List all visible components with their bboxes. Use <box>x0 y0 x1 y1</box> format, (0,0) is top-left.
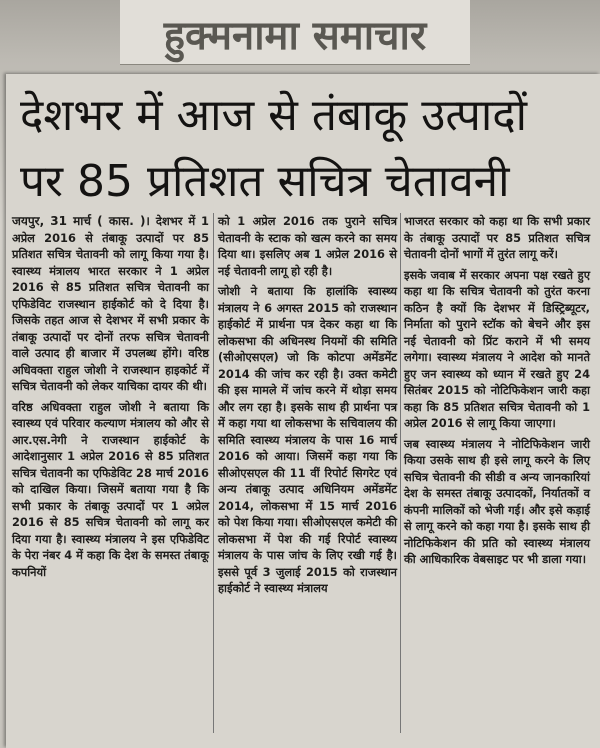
article-paragraph: जोशी ने बताया कि हालांकि स्वास्थ्य मंत्रालय ने 6 अगस्त 2015 को राजस्थान हाईकोर्ट में प्रार्थना पत्र देकर कहा था कि लोकसभा की अधिनस्थ नियमों की समिति (सीओएसएल) जो कि कोटपा अमेंडमेंट 2014 की जांच कर रही है। उक्त कमेटी की इस मामले में जांच करने में थोड़ा समय और लग रहा है। इसके साथ ही प्रार्थना पत्र में कहा गया था लोकसभा के सचिवालय की समिति स्वास्थ्य मंत्रालय के पास 16 मार्च 2016 को आया। जिसमें कहा गया कि सीओएसएल की 11 वीं रिपोर्ट सिगरेट एवं अन्य तंबाकू उत्पाद अधिनियम अमेंडमेंट 2014, लोकसभा में 15 मार्च 2016 को पेश किया गया। सीओएसएल कमेटी की लोकसभा में पेश की गई रिपोर्ट स्वास्थ्य मंत्रालय के पास जांच के लिए रखी गई है। इससे पूर्व 3 जुलाई 2015 को राजस्थान हाईकोर्ट ने स्वास्थ्य मंत्रालय <box>218 284 397 595</box>
article-column-3 <box>404 213 590 572</box>
column-divider <box>213 213 214 733</box>
column-divider <box>400 213 401 733</box>
article-paragraph: इसके जवाब में सरकार अपना पक्ष रखते हुए कहा था कि सचित्र चेतावनी को तुरंत करना कठिन है क्यों कि देशभर में डिस्ट्रिब्यूटर, निर्माता को पुराने स्टॉक को बेचने और इस नई चेतावनी को प्रिंट कराने में भी समय लगेगा। स्वास्थ्य मंत्रालय ने आदेश को मानते हुए जन स्वास्थ्य को ध्यान में रखते हुए 24 सितंबर 2015 को नोटिफिकेशन जारी कहा कहा कि 85 प्रतिशत सचित्र चेतावनी को 1 अप्रेल 2016 से लागू किया जाएगा। <box>404 267 590 430</box>
masthead-title: हुक्मनामा समाचार <box>163 11 427 59</box>
article-paragraph: वरिष्ठ अधिवक्ता राहुल जोशी ने बताया कि स्वास्थ्य एवं परिवार कल्याण मंत्रालय को और से आर.एस.नेगी ने राजस्थान हाईकोर्ट के आदेशानुसार 1 अप्रेल 2016 से 85 प्रतिशत सचित्र चेतावनी का एफिडेविट 28 मार्च 2016 को दाखिल किया। जिसमें बताया गया है कि सभी प्रकार के तंबाकू उत्पादों पर 1 अप्रेल 2016 से 85 सचित्र चेतावनी को लागू कर दिया गया है। स्वास्थ्य मंत्रालय ने इस एफिडेविट के पेरा नंबर 4 में कहा कि देश के समस्त तंबाकू कपनियों <box>12 399 209 579</box>
article-paragraph: को 1 अप्रेल 2016 तक पुराने सचित्र चेतावनी के स्टाक को खत्म करने का समय दिया था। इसलिए अब 1 अप्रेल 2016 से नई चेतावनी लागू हो रही है। <box>218 214 397 278</box>
article-column-2 <box>218 213 397 601</box>
article-paragraph: भाजरत सरकार को कहा था कि सभी प्रकार के तंबाकू उत्पादों पर 85 प्रतिशत सचित्र चेतावनी दोनों भागों में तुरंत लागू करें। <box>404 214 590 261</box>
article-column-1 <box>12 213 209 584</box>
article-paragraph: जयपुर, 31 मार्च ( कास. )। देशभर में 1 अप्रेल 2016 से तंबाकू उत्पादों पर 85 प्रतिशत सचित्र चेतावनी को लागू किया गया है। स्वास्थ्य मंत्रालय भारत सरकार ने 1 अप्रेल 2016 से 85 प्रतिशत सचित्र चेतावनी का एफिडेविट राजस्थान हाईकोर्ट को दे दिया है। जिसके तहत आज से देशभर में सभी प्रकार के तंबाकू उत्पादों पर दोनों तरफ सचित्र चेतावनी वाले उत्पाद ही बाजार में उपलब्ध होंगे। वरिष्ठ अधिवक्ता राहुल जोशी ने राजस्थान हाइकोर्ट में सचित्र चेतावनी को लेकर याचिका दायर की थी। <box>12 214 209 393</box>
headline-line-1: देशभर में आज से तंबाकू उत्पादों <box>20 90 528 141</box>
article-paragraph: जब स्वास्थ्य मंत्रालय ने नोटिफिकेशन जारी किया उसके साथ ही इसे लागू करने के लिए सचित्र चेतावनी की सीडी व अन्य जानकारियां देश के समस्त तंबाकू उत्पादकों, निर्यातकों व कंपनी मालिकों को भेजी गई। और इसे कड़ाई से लागू करने को कहा गया है। इसके साथ ही नोटिफिकेशन की प्रति को स्वास्थ्य मंत्रालय की आधिकारिक वेबसाइट पर भी डाला गया। <box>404 436 590 566</box>
headline-line-2: पर 85 प्रतिशत सचित्र चेतावनी <box>20 156 510 207</box>
dateline: जयपुर, 31 मार्च ( कास. )। <box>12 214 150 228</box>
